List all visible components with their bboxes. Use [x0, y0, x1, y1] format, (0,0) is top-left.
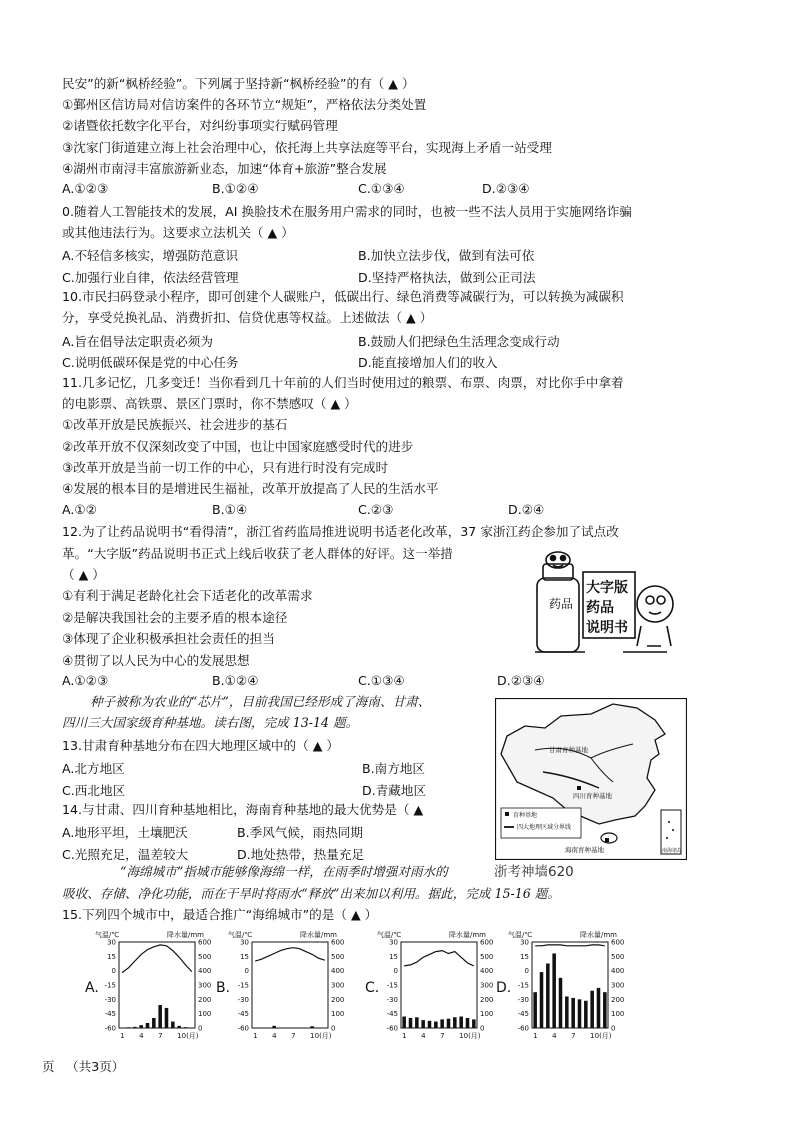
precip-tick-label: 300 [198, 981, 212, 990]
precip-bar [266, 1028, 270, 1029]
plot-frame [252, 942, 328, 1028]
q10-option-d: D.能直接增加人们的收入 [358, 355, 498, 370]
q11-item-3: ③改革开放是当前一切工作的中心，只有进行时没有完成时 [62, 460, 389, 475]
precip-bar [453, 1017, 457, 1028]
bottle-label-1: 药品 [549, 597, 574, 611]
temp-tick-label: -15 [386, 981, 398, 990]
precip-tick-label: 500 [480, 952, 494, 961]
temp-tick-label: 15 [520, 952, 529, 961]
month-tick-label: 10(月) [177, 1032, 199, 1040]
precip-bar [578, 999, 582, 1028]
precip-tick-label: 300 [480, 981, 494, 990]
q11-item-1: ①改革开放是民族振兴、社会进步的基石 [62, 417, 288, 432]
precip-tick-label: 0 [331, 1024, 336, 1033]
temp-tick-label: 15 [389, 952, 398, 961]
temp-tick-label: -30 [104, 995, 116, 1004]
precip-bar [415, 1017, 419, 1028]
precip-bar [597, 988, 601, 1028]
precip-axis-label: 降水量/mm [580, 931, 617, 939]
precip-bar [434, 1022, 438, 1028]
intro-15-16-line-2: 吸收、存储、净化功能，而在干旱时将雨水“释放”出来加以利用。据此，完成 15-16 题。 [62, 886, 560, 901]
temp-tick-label: -30 [517, 995, 529, 1004]
temp-tick-label: -45 [237, 1010, 249, 1019]
climate-chart-d [508, 928, 633, 1044]
month-tick-label: 7 [440, 1032, 445, 1040]
legend-region-boundary: 四大地理区域分界线 [517, 824, 572, 831]
precip-tick-label: 600 [480, 938, 494, 947]
temp-tick-label: -15 [237, 981, 249, 990]
precip-tick-label: 100 [480, 1010, 494, 1019]
precip-bar [272, 1026, 276, 1028]
precip-bar [590, 991, 594, 1028]
intro-13-14-line-1: 种子被称为农业的“芯片”，目前我国已经形成了海南、甘肃、 [90, 694, 431, 709]
temp-tick-label: -30 [237, 995, 249, 1004]
precip-bar [165, 1008, 169, 1028]
precip-tick-label: 400 [198, 967, 212, 976]
q12-item-3: ③体现了企业积极承担社会责任的担当 [62, 631, 275, 646]
temp-tick-label: 30 [389, 938, 398, 947]
q13-option-a: A.北方地区 [62, 761, 125, 776]
precip-bar [533, 992, 537, 1028]
watermark: 浙考神墙620 [494, 864, 574, 880]
temp-tick-label: -45 [104, 1010, 116, 1019]
temp-tick-label: 0 [111, 967, 116, 976]
q12-item-1: ①有利于满足老龄化社会下适老化的改革需求 [62, 588, 313, 603]
q11-option-b: B.①④ [212, 502, 248, 517]
precip-bar [546, 964, 550, 1029]
intro-13-14-line-2: 四川三大国家级育种基地。读右图，完成 13-14 题。 [62, 715, 359, 730]
precip-bar [565, 996, 569, 1028]
q14-option-d: D.地处热带，热量充足 [237, 847, 365, 862]
precip-bar [402, 1017, 406, 1028]
temp-tick-label: -60 [386, 1024, 398, 1033]
precip-bar [323, 1028, 327, 1029]
month-tick-label: 1 [120, 1032, 125, 1040]
q10-option-a: A.旨在倡导法定职责必须为 [62, 334, 213, 349]
precip-bar [459, 1017, 463, 1028]
precip-bar [540, 972, 544, 1028]
month-tick-label: 4 [272, 1032, 277, 1040]
month-tick-label: 4 [421, 1032, 426, 1040]
climate-chart-c [377, 928, 502, 1044]
temp-tick-label: 0 [393, 967, 398, 976]
precip-tick-label: 600 [198, 938, 212, 947]
q12-option-c: C.①③④ [358, 673, 405, 688]
precip-axis-label: 降水量/mm [167, 931, 204, 939]
q8-option-d: D.②③④ [482, 181, 530, 196]
precip-tick-label: 300 [331, 981, 345, 990]
precip-bar [279, 1028, 283, 1029]
temperature-line [122, 945, 192, 973]
precip-bar [421, 1020, 425, 1028]
temperature-line [404, 951, 474, 966]
precip-bar [152, 1018, 156, 1028]
q10-option-c: C.说明低碳环保是党的中心任务 [62, 355, 239, 370]
precip-bar [285, 1028, 289, 1029]
precip-bar [190, 1028, 194, 1029]
q9-option-b: B.加快立法步伐，做到有法可依 [358, 248, 535, 263]
q8-item-3: ③沈家门街道建立海上社会治理中心，依托海上共享法庭等平台，实现海上矛盾一站受理 [62, 140, 552, 155]
q13-stem: 13.甘肃育种基地分布在四大地理区域中的（ ▲ ） [62, 738, 340, 753]
q12-item-2: ②是解决我国社会的主要矛盾的根本途径 [62, 610, 288, 625]
precip-bar [184, 1027, 188, 1028]
month-tick-label: 1 [253, 1032, 258, 1040]
label-hainan-base: 海南育种基地 [565, 846, 604, 854]
precip-tick-label: 500 [611, 952, 625, 961]
q9-stem-2: 或其他违法行为。这要求立法机关（ ▲ ） [62, 225, 294, 240]
precip-axis-label: 降水量/mm [300, 931, 337, 939]
precip-bar [291, 1028, 295, 1029]
intro-15-16-line-1: “海绵城市”指城市能够像海绵一样，在雨季时增强对雨水的 [120, 864, 448, 879]
precip-tick-label: 600 [611, 938, 625, 947]
sign-line-1: 大字版 [586, 580, 628, 596]
q12-option-d: D.②③④ [497, 673, 545, 688]
plot-frame [401, 942, 477, 1028]
plot-frame [119, 942, 195, 1028]
precip-tick-label: 500 [331, 952, 345, 961]
label-sichuan-base: 四川育种基地 [573, 792, 612, 800]
temp-tick-label: -60 [517, 1024, 529, 1033]
q8-option-c: C.①③④ [358, 181, 405, 196]
temp-tick-label: -60 [104, 1024, 116, 1033]
temp-tick-label: 0 [524, 967, 529, 976]
precip-bar [317, 1028, 321, 1029]
q11-item-4: ④发展的根本目的是增进民生福祉，改革开放提高了人民的生活水平 [62, 481, 439, 496]
plot-frame [532, 942, 608, 1028]
q8-option-a: A.①②③ [62, 181, 109, 196]
q12-item-4: ④贯彻了以人民为中心的发展思想 [62, 653, 250, 668]
precip-tick-label: 0 [198, 1024, 203, 1033]
precip-bar [447, 1019, 451, 1028]
temperature-line [255, 948, 325, 961]
month-tick-label: 7 [158, 1032, 163, 1040]
china-map [495, 698, 687, 860]
precip-bar [571, 998, 575, 1028]
month-tick-label: 4 [552, 1032, 557, 1040]
temp-tick-label: 15 [240, 952, 249, 961]
climate-chart-a [95, 928, 220, 1044]
temp-tick-label: 30 [520, 938, 529, 947]
precip-bar [304, 1028, 308, 1029]
q11-option-a: A.①② [62, 502, 97, 517]
month-tick-label: 7 [291, 1032, 296, 1040]
month-tick-label: 1 [533, 1032, 538, 1040]
precip-bar [298, 1028, 302, 1029]
q11-item-2: ②改革开放不仅深刻改变了中国，也让中国家庭感受时代的进步 [62, 439, 414, 454]
precip-tick-label: 100 [198, 1010, 212, 1019]
precip-tick-label: 400 [480, 967, 494, 976]
month-tick-label: 10(月) [590, 1032, 612, 1040]
q11-stem-2: 的电影票、高铁票、景区门票时，你不禁感叹（ ▲ ） [62, 396, 357, 411]
temp-axis-label: 气温/℃ [508, 931, 533, 939]
precip-tick-label: 400 [611, 967, 625, 976]
precip-tick-label: 200 [331, 995, 345, 1004]
temp-tick-label: -15 [517, 981, 529, 990]
q11-stem-1: 11.几多记忆，几多变迁！当你看到几十年前的人们当时使用过的粮票、布票、肉票，对比你手中拿着 [62, 375, 624, 390]
temp-tick-label: 0 [244, 967, 249, 976]
temp-tick-label: -60 [237, 1024, 249, 1033]
q8-option-b: B.①②④ [212, 181, 259, 196]
q8-item-4: ④湖州市南浔丰富旅游新业态，加速“体育+旅游”整合发展 [62, 161, 387, 176]
q10-stem-1: 10.市民扫码登录小程序，即可创建个人碳账户，低碳出行、绿色消费等减碳行为，可以转换为减碳积 [62, 289, 624, 304]
q15-option-b-letter: B. [216, 980, 231, 996]
q13-option-b: B.南方地区 [362, 761, 426, 776]
q11-option-d: D.②④ [508, 502, 545, 517]
temp-tick-label: -45 [517, 1010, 529, 1019]
q12-option-a: A.①②③ [62, 673, 109, 688]
precip-bar [127, 1027, 131, 1028]
precip-tick-label: 500 [198, 952, 212, 961]
q9-option-a: A.不轻信多核实，增强防范意识 [62, 248, 239, 263]
precip-bar [409, 1018, 413, 1028]
q14-option-c: C.光照充足，温差较大 [62, 847, 189, 862]
precip-bar [310, 1026, 314, 1028]
footer-total-pages: （共3页） [66, 1059, 125, 1074]
q9-option-d: D.坚持严格执法，做到公正司法 [358, 270, 536, 285]
temp-tick-label: -45 [386, 1010, 398, 1019]
precip-axis-label: 降水量/mm [449, 931, 486, 939]
temp-tick-label: -15 [104, 981, 116, 990]
label-gansu-base: 甘肃育种基地 [549, 746, 588, 754]
q15-stem: 15.下列四个城市中，最适合推广“海绵城市”的是（ ▲ ） [62, 907, 378, 922]
precip-tick-label: 400 [331, 967, 345, 976]
climate-chart-b [228, 928, 353, 1044]
precip-bar [472, 1019, 476, 1028]
q9-stem-1: 0.随着人工智能技术的发展，AI 换脸技术在服务用户需求的同时，也被一些不法人员用于实施网络诈骗 [62, 204, 632, 219]
q12-stem-2: 革。“大字版”药品说明书正式上线后收获了老人群体的好评。这一举措 [62, 546, 453, 561]
precip-tick-label: 0 [611, 1024, 616, 1033]
medicine-cartoon [527, 542, 679, 666]
q15-option-d-letter: D. [496, 980, 512, 996]
precip-bar [177, 1026, 181, 1028]
temp-axis-label: 气温/℃ [95, 931, 120, 939]
precip-tick-label: 300 [611, 981, 625, 990]
q12-option-b: B.①②④ [212, 673, 259, 688]
precip-tick-label: 100 [611, 1010, 625, 1019]
precip-tick-label: 0 [480, 1024, 485, 1033]
precip-bar [603, 992, 607, 1028]
temp-tick-label: 30 [240, 938, 249, 947]
temp-axis-label: 气温/℃ [377, 931, 402, 939]
precip-bar [133, 1027, 137, 1028]
q15-option-c-letter: C. [365, 980, 380, 996]
q8-item-2: ②诸暨依托数字化平台，对纠纷事项实行赋码管理 [62, 118, 338, 133]
precip-tick-label: 200 [611, 995, 625, 1004]
q9-option-c: C.加强行业自律，依法经营管理 [62, 270, 239, 285]
q13-option-c: C.西北地区 [62, 783, 126, 798]
precip-tick-label: 600 [331, 938, 345, 947]
label-south-china-sea: 南海诸岛 [662, 848, 683, 854]
q14-stem: 14.与甘肃、四川育种基地相比，海南育种基地的最大优势是（ ▲ [62, 802, 424, 817]
q14-option-a: A.地形平坦，土壤肥沃 [62, 825, 188, 840]
precip-bar [466, 1018, 470, 1028]
q10-stem-2: 分，享受兑换礼品、消费折扣、信贷优惠等权益。上述做法（ ▲ ） [62, 310, 433, 325]
precip-bar [139, 1025, 143, 1028]
sign-line-3: 说明书 [586, 620, 628, 636]
temperature-line [535, 945, 605, 946]
temp-axis-label: 气温/℃ [228, 931, 253, 939]
precip-bar [552, 953, 556, 1028]
q12-stem-1: 12.为了让药品说明书“看得清”，浙江省药监局推进说明书适老化改革，37 家浙江药企参加了试点改 [62, 524, 619, 539]
precip-bar [158, 1005, 162, 1028]
precip-bar [146, 1023, 150, 1028]
precip-tick-label: 200 [480, 995, 494, 1004]
precip-tick-label: 200 [198, 995, 212, 1004]
month-tick-label: 7 [571, 1032, 576, 1040]
month-tick-label: 10(月) [459, 1032, 481, 1040]
precip-bar [171, 1022, 175, 1028]
q12-stem-3: （ ▲ ） [62, 567, 105, 582]
q10-option-b: B.鼓励人们把绿色生活理念变成行动 [358, 334, 560, 349]
q15-option-a-letter: A. [85, 980, 99, 996]
legend-breeding-base: 育种基地 [513, 812, 538, 819]
q14-option-b: B.季风气候，雨热同期 [237, 825, 363, 840]
q8-stem: 民安”的新“枫桥经验”。下列属于坚持新“枫桥经验”的有（ ▲ ） [62, 76, 415, 91]
precip-bar [428, 1021, 432, 1028]
q13-option-d: D.青藏地区 [362, 783, 427, 798]
month-tick-label: 10(月) [310, 1032, 332, 1040]
precip-bar [120, 1028, 124, 1029]
precip-bar [253, 1028, 257, 1029]
month-tick-label: 4 [139, 1032, 144, 1040]
temp-tick-label: 15 [107, 952, 116, 961]
precip-bar [559, 978, 563, 1028]
precip-tick-label: 100 [331, 1010, 345, 1019]
sign-line-2: 药品 [586, 600, 614, 616]
precip-bar [260, 1028, 264, 1029]
precip-bar [584, 1001, 588, 1028]
q11-option-c: C.②③ [358, 502, 394, 517]
precip-bar [440, 1019, 444, 1028]
month-tick-label: 1 [402, 1032, 407, 1040]
footer-page-char: 页 [42, 1059, 55, 1074]
temp-tick-label: 30 [107, 938, 116, 947]
temp-tick-label: -30 [386, 995, 398, 1004]
q8-item-1: ①鄞州区信访局对信访案件的各环节立“规矩”，严格依法分类处置 [62, 97, 427, 112]
